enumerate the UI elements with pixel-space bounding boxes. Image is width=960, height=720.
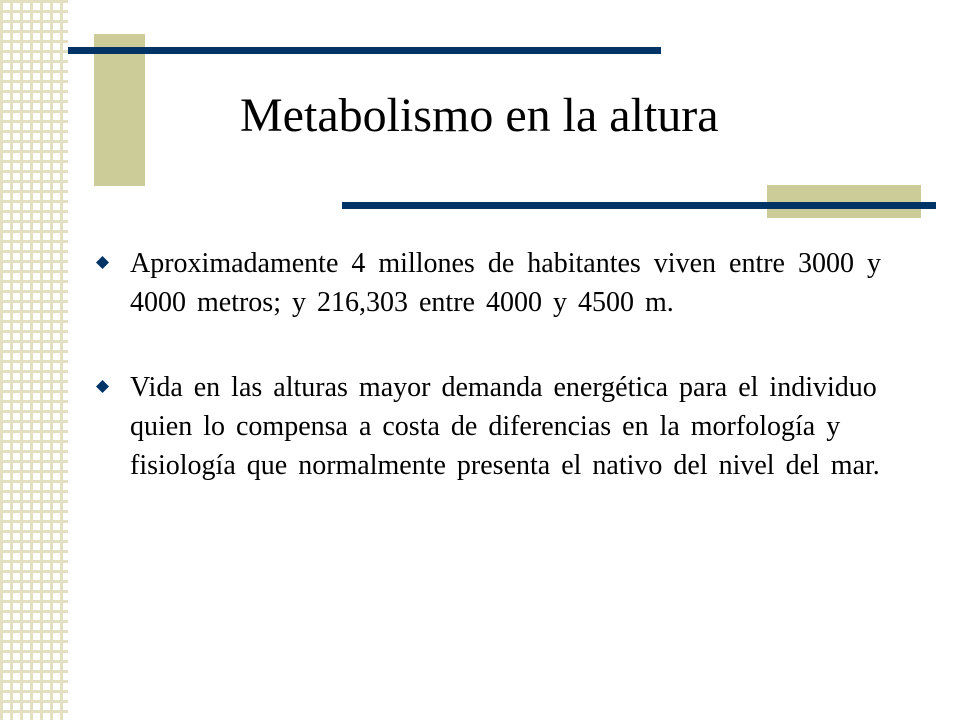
bullet-item-vida — [96, 368, 881, 485]
bottom-rule-line — [342, 202, 936, 209]
bullet-text: Aproximadamente 4 millones de habitantes viven entre 3000 y 4000 metros; y 216,303 entre 4000 y 4500 m. — [130, 248, 881, 318]
accent-block-top — [94, 34, 145, 186]
slide-title: Metabolismo en la altura — [240, 89, 719, 142]
top-rule-line — [68, 47, 661, 54]
bullet-item-habitantes — [96, 244, 881, 322]
hatch-pattern-decoration — [0, 0, 68, 720]
bullet-list — [96, 244, 881, 531]
diamond-bullet-icon — [96, 368, 130, 393]
bullet-text: Vida en las alturas mayor demanda energética para el individuo quien lo compensa a costa de diferencias en la morfología y fisiología que normalmente presenta el nativo del nivel del mar. — [130, 372, 880, 481]
diamond-bullet-icon — [96, 244, 130, 269]
